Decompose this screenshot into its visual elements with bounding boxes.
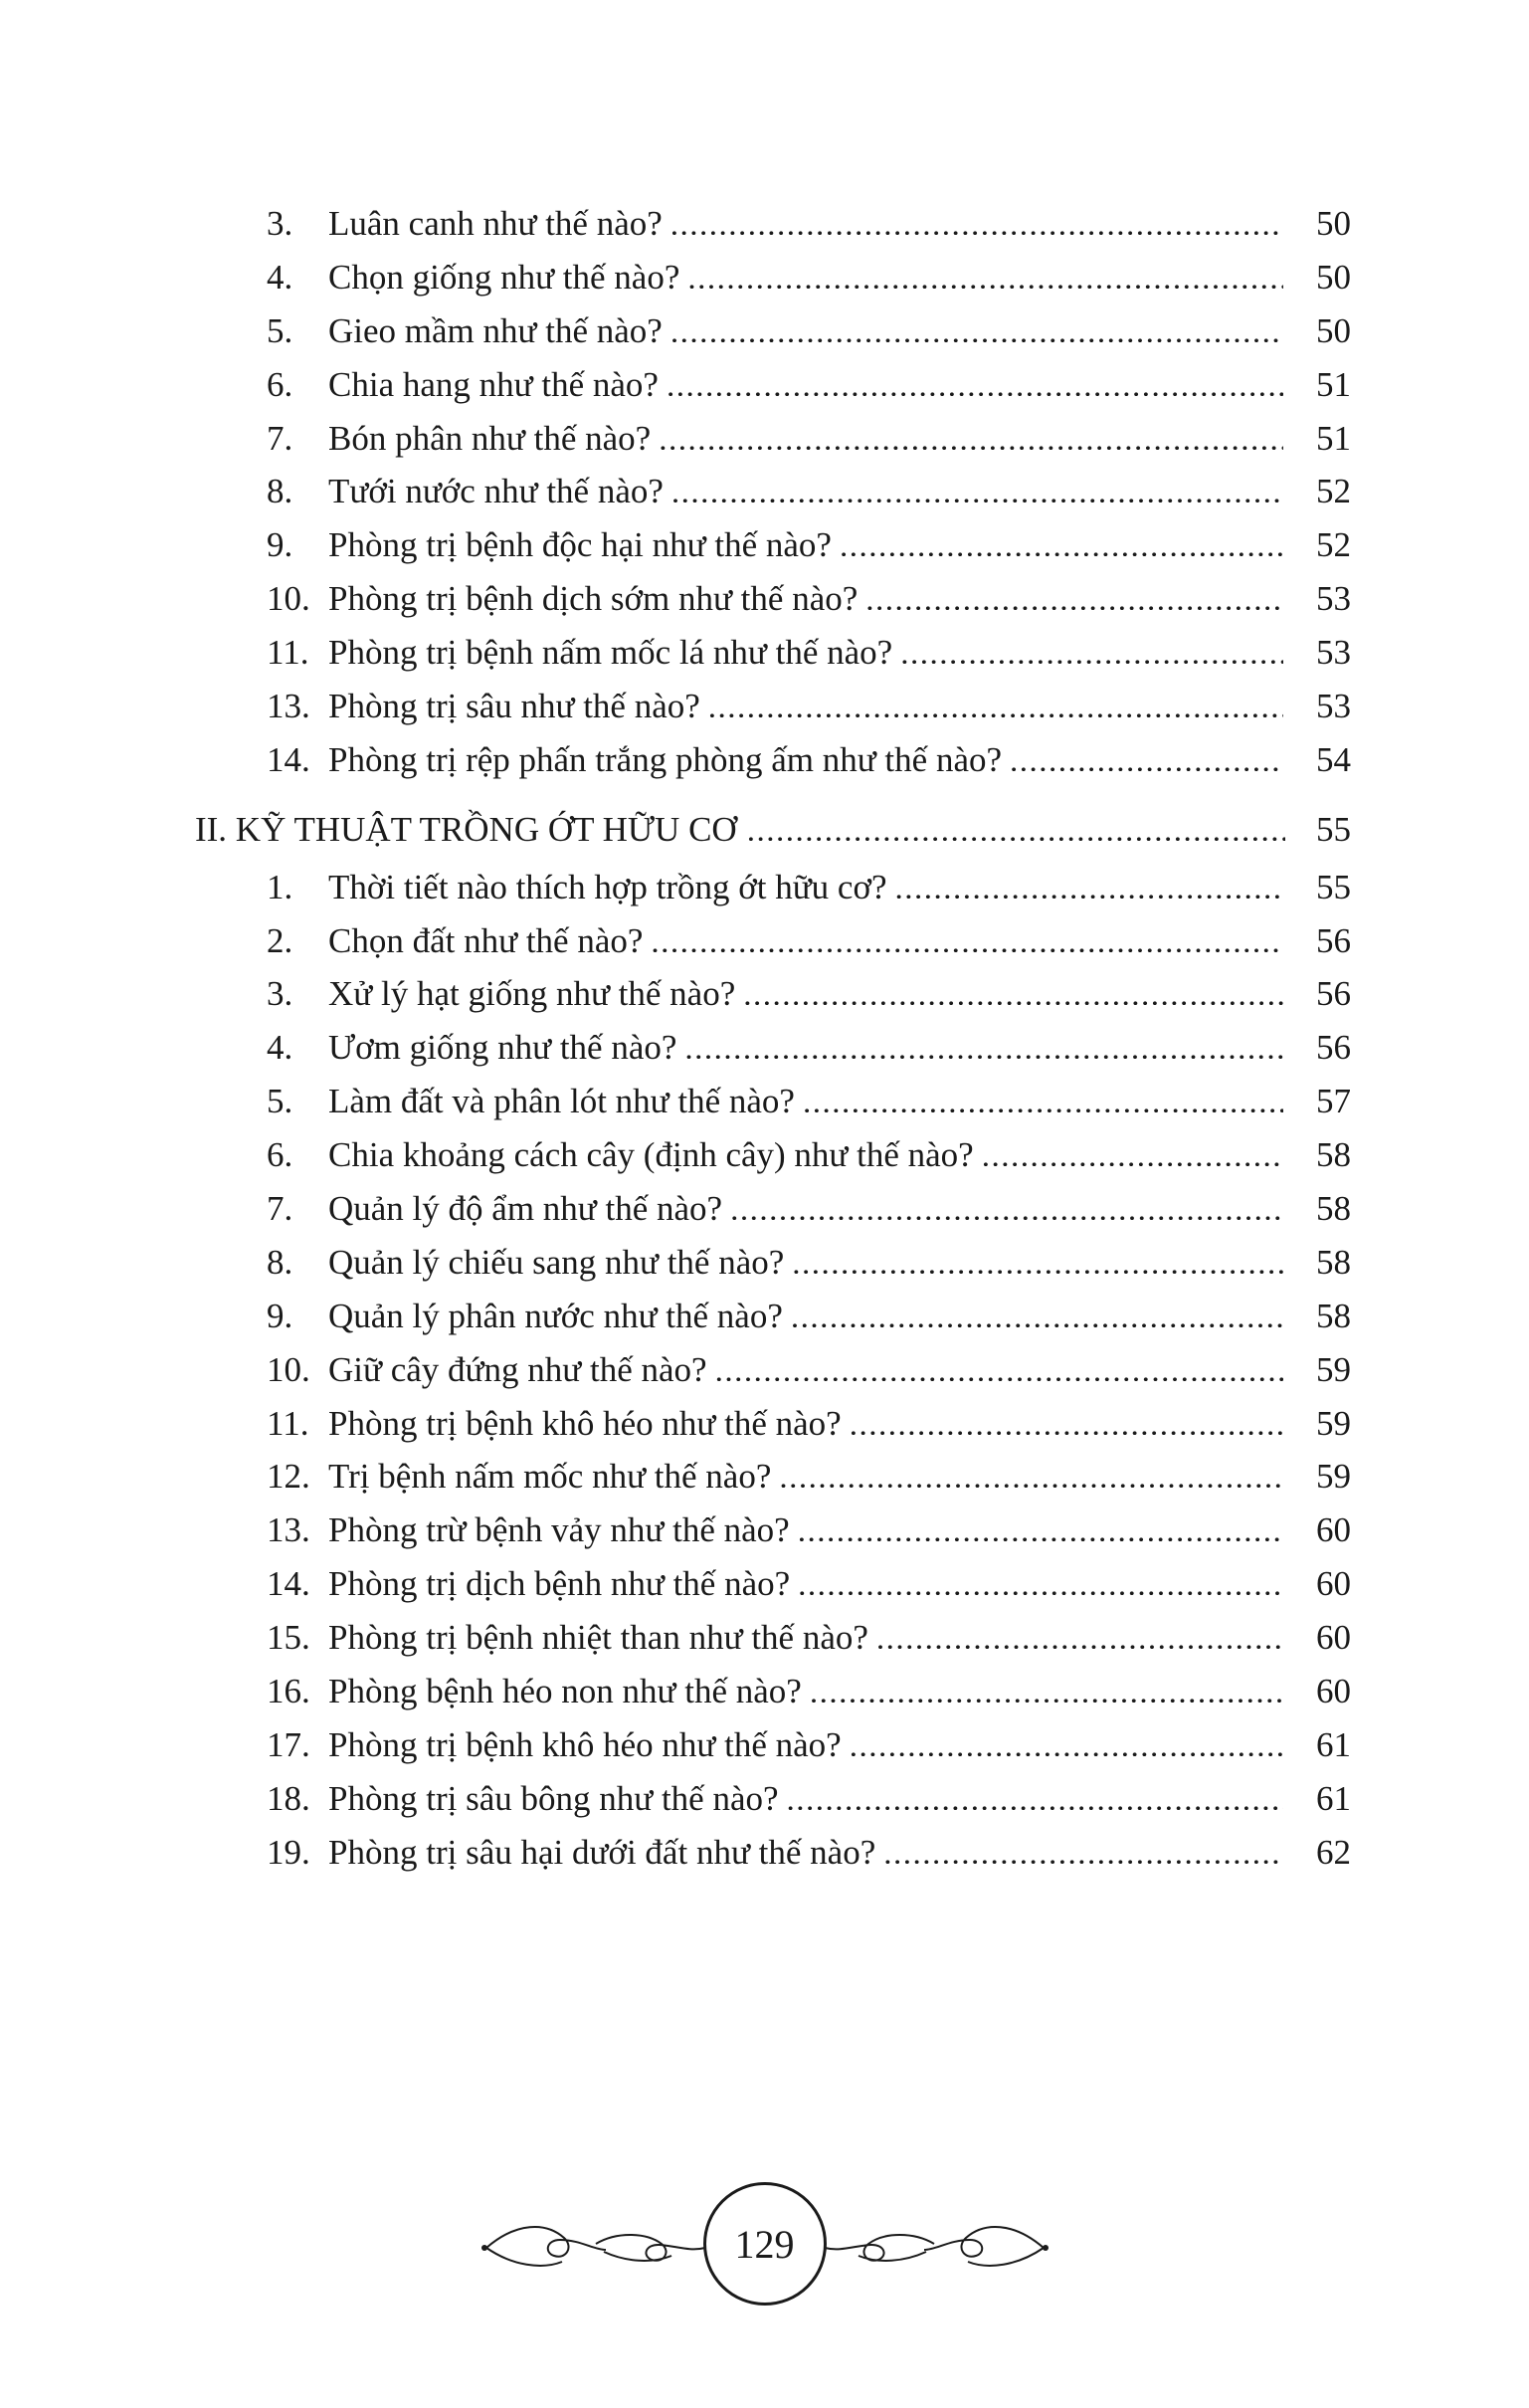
toc-entry-title: Phòng trị bệnh nhiệt than như thế nào?: [328, 1618, 868, 1658]
table-of-contents: [195, 197, 1351, 1880]
toc-leader-dots: [803, 1078, 1283, 1112]
toc-entry-page: 59: [1316, 1403, 1351, 1443]
flourish-left-icon: [477, 2204, 725, 2284]
toc-entry[interactable]: [257, 304, 1351, 358]
footer-ornament-group: [477, 2179, 1053, 2308]
toc-entry-page: 56: [1316, 974, 1351, 1014]
toc-entry[interactable]: [257, 465, 1351, 518]
toc-entry-page: 50: [1316, 257, 1351, 297]
toc-section-page: 55: [1316, 809, 1351, 849]
toc-entry-number: 15.: [267, 1618, 310, 1658]
toc-leader-dots: [792, 1239, 1283, 1274]
toc-entry-number: 8.: [267, 472, 293, 511]
toc-entry-page: 60: [1316, 1564, 1351, 1604]
toc-entry[interactable]: [257, 733, 1351, 787]
toc-entry-number: 3.: [267, 974, 293, 1014]
toc-entry-page: 58: [1316, 1135, 1351, 1175]
toc-entry-number: 5.: [267, 1082, 293, 1121]
toc-leader-dots: [798, 1506, 1283, 1541]
toc-entry-page: 60: [1316, 1672, 1351, 1711]
toc-entry-title: Luân canh như thế nào?: [328, 204, 663, 243]
toc-entry[interactable]: [257, 1397, 1351, 1451]
toc-entry[interactable]: [257, 251, 1351, 304]
toc-entry-page: 62: [1316, 1832, 1351, 1872]
toc-entry[interactable]: [257, 626, 1351, 680]
toc-entry-title: Phòng trị sâu như thế nào?: [328, 687, 700, 726]
toc-entry-page: 56: [1316, 920, 1351, 960]
toc-entry-title: Chọn giống như thế nào?: [328, 257, 680, 297]
page-footer: [0, 2169, 1529, 2318]
toc-entry-page: 55: [1316, 867, 1351, 906]
toc-entry-page: 53: [1316, 579, 1351, 619]
toc-entry-number: 11.: [267, 1403, 309, 1443]
toc-leader-dots: [791, 1293, 1283, 1327]
toc-entry[interactable]: [257, 1826, 1351, 1880]
toc-leader-dots: [743, 970, 1283, 1005]
toc-entry-title: Làm đất và phân lót như thế nào?: [328, 1082, 795, 1121]
toc-entry[interactable]: [257, 1665, 1351, 1718]
toc-entry-number: 13.: [267, 687, 310, 726]
toc-entry-page: 53: [1316, 633, 1351, 673]
toc-entry[interactable]: [257, 1021, 1351, 1075]
toc-entry[interactable]: [257, 1772, 1351, 1826]
toc-entry-page: 53: [1316, 687, 1351, 726]
toc-entry-page: 60: [1316, 1510, 1351, 1550]
toc-entry-number: 16.: [267, 1672, 310, 1711]
toc-entry[interactable]: [257, 197, 1351, 251]
toc-leader-dots: [779, 1453, 1283, 1488]
toc-entry-title: Gieo mầm như thế nào?: [328, 310, 663, 350]
toc-leader-dots: [787, 1775, 1283, 1810]
toc-entry-title: Phòng trị sâu bông như thế nào?: [328, 1778, 779, 1818]
toc-leader-dots: [840, 521, 1283, 556]
page-number: 129: [734, 2221, 795, 2267]
toc-entry[interactable]: [257, 412, 1351, 466]
toc-entry-number: 10.: [267, 1349, 310, 1389]
toc-entry-number: 4.: [267, 1028, 293, 1068]
toc-entry[interactable]: [257, 967, 1351, 1021]
toc-entry[interactable]: [257, 1290, 1351, 1343]
toc-entry-number: 9.: [267, 1296, 293, 1335]
toc-leader-dots: [670, 200, 1283, 235]
toc-entry-page: 61: [1316, 1778, 1351, 1818]
toc-entry-number: 11.: [267, 633, 309, 673]
toc-entry-title: Bón phân như thế nào?: [328, 418, 652, 458]
toc-leader-dots: [850, 1721, 1283, 1756]
page-number-badge: [703, 2182, 827, 2306]
toc-entry-page: 54: [1316, 739, 1351, 779]
toc-entry[interactable]: [257, 1128, 1351, 1182]
toc-entry-page: 58: [1316, 1242, 1351, 1282]
toc-entry-title: Chia khoảng cách cây (định cây) như thế nào?: [328, 1135, 974, 1175]
toc-leader-dots: [798, 1560, 1283, 1595]
toc-entry-number: 9.: [267, 525, 293, 565]
toc-entry[interactable]: [257, 680, 1351, 733]
toc-entry-number: 13.: [267, 1510, 310, 1550]
toc-entry[interactable]: [257, 1557, 1351, 1611]
toc-entry-page: 58: [1316, 1189, 1351, 1229]
toc-leader-dots: [730, 1185, 1283, 1220]
toc-entry-title: Phòng trị dịch bệnh như thế nào?: [328, 1564, 791, 1604]
toc-entry-number: 18.: [267, 1778, 310, 1818]
toc-entry[interactable]: [257, 1075, 1351, 1128]
toc-entry-page: 52: [1316, 525, 1351, 565]
toc-section-title: II. KỸ THUẬT TRỒNG ỚT HỮU CƠ: [195, 809, 737, 849]
toc-entry[interactable]: [257, 518, 1351, 572]
toc-entry-title: Phòng trừ bệnh vảy như thế nào?: [328, 1510, 790, 1550]
toc-entry[interactable]: [257, 1504, 1351, 1557]
toc-leader-dots: [850, 1400, 1283, 1435]
toc-leader-dots: [900, 629, 1283, 664]
toc-entry-number: 19.: [267, 1832, 310, 1872]
toc-entry[interactable]: [257, 914, 1351, 968]
toc-entry[interactable]: [257, 1182, 1351, 1236]
toc-entry-title: Xử lý hạt giống như thế nào?: [328, 974, 736, 1014]
toc-leader-dots: [982, 1131, 1283, 1166]
toc-entry-number: 12.: [267, 1457, 310, 1497]
toc-leader-dots: [670, 307, 1283, 342]
toc-entry-number: 17.: [267, 1724, 310, 1764]
toc-entry[interactable]: [257, 1343, 1351, 1397]
toc-entry-page: 50: [1316, 310, 1351, 350]
toc-entry-page: 59: [1316, 1457, 1351, 1497]
toc-entry-title: Trị bệnh nấm mốc như thế nào?: [328, 1457, 772, 1497]
toc-leader-dots: [715, 1346, 1283, 1381]
toc-entry-page: 58: [1316, 1296, 1351, 1335]
toc-entry[interactable]: [257, 1718, 1351, 1772]
toc-entry-title: Thời tiết nào thích hợp trồng ớt hữu cơ?: [328, 867, 887, 906]
toc-entry-page: 51: [1316, 418, 1351, 458]
toc-entry-number: 7.: [267, 418, 293, 458]
toc-entry-title: Tưới nước như thế nào?: [328, 472, 664, 511]
toc-entry-number: 5.: [267, 310, 293, 350]
toc-entry-title: Quản lý chiếu sang như thế nào?: [328, 1242, 785, 1282]
toc-entry-number: 14.: [267, 739, 310, 779]
toc-entry-number: 2.: [267, 920, 293, 960]
toc-entry-number: 8.: [267, 1242, 293, 1282]
toc-entry-title: Phòng trị rệp phấn trắng phòng ấm như thế nào?: [328, 739, 1003, 779]
toc-entry-page: 59: [1316, 1349, 1351, 1389]
toc-entry-page: 51: [1316, 364, 1351, 404]
toc-entry[interactable]: [257, 358, 1351, 412]
toc-entry-title: Chia hang như thế nào?: [328, 364, 659, 404]
toc-leader-dots: [684, 1024, 1283, 1059]
toc-entry-number: 3.: [267, 204, 293, 243]
toc-entry-page: 57: [1316, 1082, 1351, 1121]
toc-entry-number: 6.: [267, 364, 293, 404]
toc-leader-dots: [883, 1829, 1283, 1864]
toc-entry-title: Giữ cây đứng như thế nào?: [328, 1349, 707, 1389]
toc-entry-number: 10.: [267, 579, 310, 619]
toc-entry-number: 7.: [267, 1189, 293, 1229]
toc-leader-dots: [667, 361, 1283, 396]
toc-entry-page: 61: [1316, 1724, 1351, 1764]
toc-leader-dots: [659, 415, 1283, 450]
toc-entry-page: 50: [1316, 204, 1351, 243]
toc-entry-title: Phòng trị bệnh nấm mốc lá như thế nào?: [328, 633, 893, 673]
toc-entry-page: 52: [1316, 472, 1351, 511]
toc-entry-page: 60: [1316, 1618, 1351, 1658]
toc-entry-title: Phòng trị sâu hại dưới đất như thế nào?: [328, 1832, 876, 1872]
toc-leader-dots: [651, 917, 1283, 952]
toc-entry[interactable]: [257, 861, 1351, 914]
toc-entry-number: 4.: [267, 257, 293, 297]
toc-entry-title: Phòng trị bệnh khô héo như thế nào?: [328, 1403, 842, 1443]
toc-entry-number: 1.: [267, 867, 293, 906]
toc-entry-number: 14.: [267, 1564, 310, 1604]
toc-entry-title: Chọn đất như thế nào?: [328, 920, 644, 960]
toc-entry-title: Ươm giống như thế nào?: [328, 1028, 677, 1068]
toc-leader-dots: [865, 575, 1283, 610]
toc-leader-dots: [747, 806, 1285, 841]
flourish-right-icon: [805, 2204, 1053, 2284]
toc-entry[interactable]: [257, 1611, 1351, 1665]
toc-entry-title: Quản lý phân nước như thế nào?: [328, 1296, 783, 1335]
toc-entry-number: 6.: [267, 1135, 293, 1175]
toc-entry-title: Quản lý độ ẩm như thế nào?: [328, 1189, 723, 1229]
toc-entry[interactable]: [257, 1450, 1351, 1504]
toc-entry-title: Phòng trị bệnh khô héo như thế nào?: [328, 1724, 842, 1764]
toc-leader-dots: [1010, 736, 1283, 771]
toc-leader-dots: [895, 864, 1283, 899]
toc-leader-dots: [876, 1614, 1283, 1649]
toc-leader-dots: [810, 1668, 1283, 1703]
toc-entry[interactable]: [257, 1236, 1351, 1290]
toc-entry-title: Phòng bệnh héo non như thế nào?: [328, 1672, 802, 1711]
toc-entry-title: Phòng trị bệnh dịch sớm như thế nào?: [328, 579, 859, 619]
toc-leader-dots: [671, 468, 1283, 502]
toc-leader-dots: [687, 254, 1283, 289]
toc-leader-dots: [708, 683, 1283, 717]
toc-entry[interactable]: [257, 572, 1351, 626]
toc-section-heading[interactable]: [195, 803, 1351, 857]
toc-entry-page: 56: [1316, 1028, 1351, 1068]
toc-entry-title: Phòng trị bệnh độc hại như thế nào?: [328, 525, 832, 565]
